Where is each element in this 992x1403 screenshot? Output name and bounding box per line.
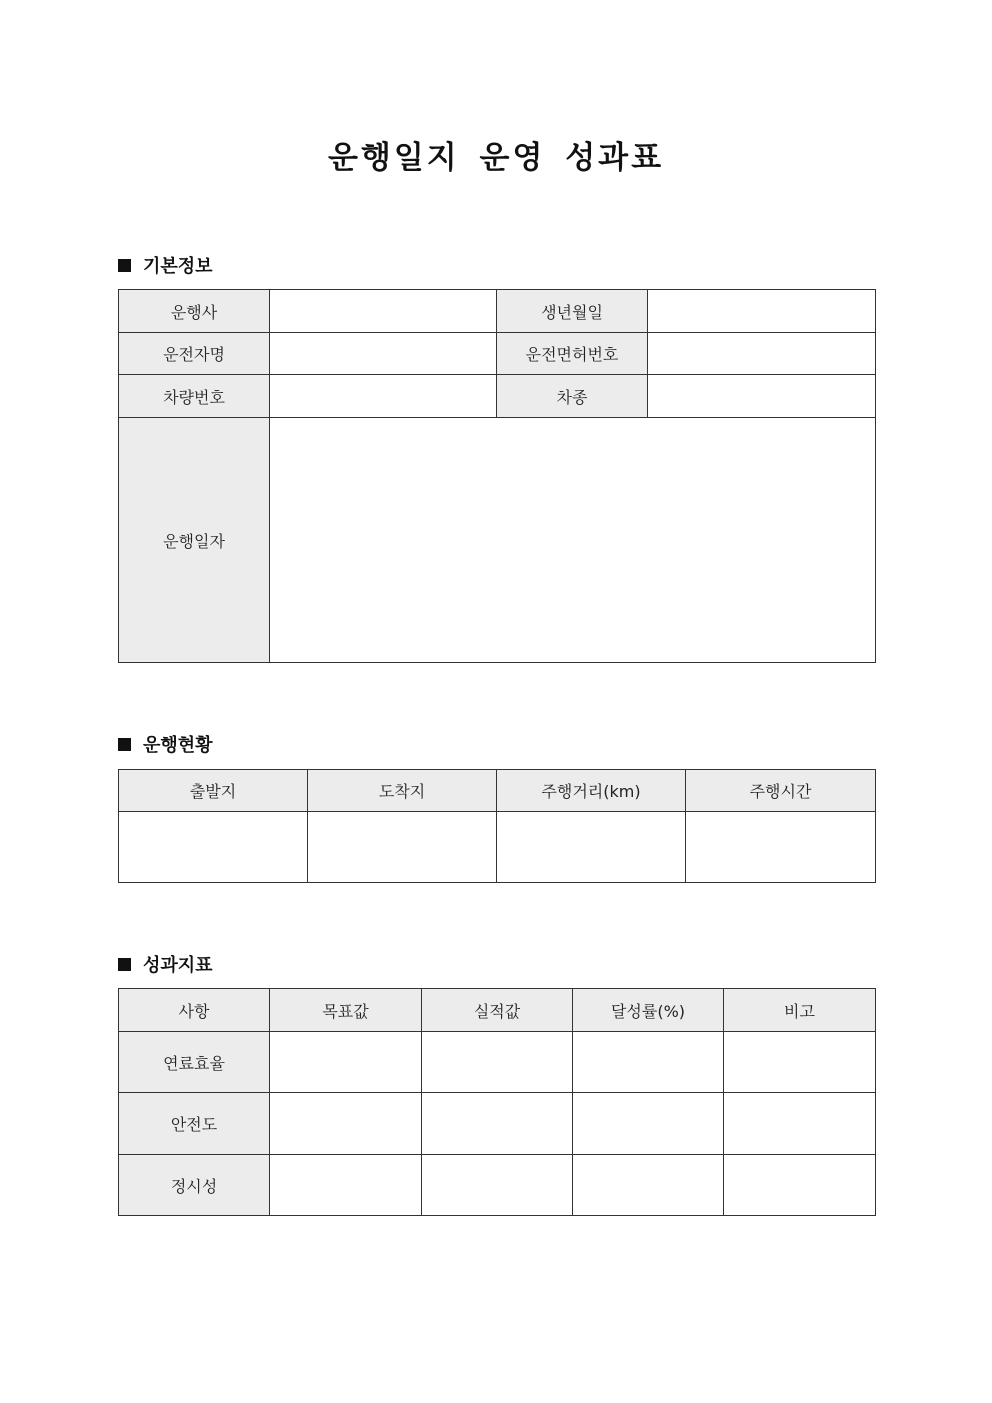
operation-status-heading-text: 운행현황 xyxy=(143,735,213,756)
arrival-field[interactable] xyxy=(308,812,497,883)
table-row xyxy=(119,290,876,333)
table-header-row xyxy=(119,989,876,1032)
birthdate-label: 생년월일 xyxy=(497,290,648,333)
operation-status-table xyxy=(118,769,876,883)
operation-date-field[interactable] xyxy=(270,418,876,663)
operation-status-heading xyxy=(118,732,213,756)
departure-field[interactable] xyxy=(119,812,308,883)
birthdate-field[interactable] xyxy=(648,290,876,333)
distance-header: 주행거리(km) xyxy=(497,770,686,812)
safety-rate-field[interactable] xyxy=(573,1093,724,1155)
drive-time-field[interactable] xyxy=(686,812,876,883)
fuel-efficiency-note-field[interactable] xyxy=(724,1032,876,1093)
safety-note-field[interactable] xyxy=(724,1093,876,1155)
safety-target-field[interactable] xyxy=(270,1093,422,1155)
note-header: 비고 xyxy=(724,989,876,1032)
vehicle-type-field[interactable] xyxy=(648,375,876,418)
departure-header: 출발지 xyxy=(119,770,308,812)
fuel-efficiency-rate-field[interactable] xyxy=(573,1032,724,1093)
performance-table xyxy=(118,988,876,1216)
operator-label: 운행사 xyxy=(119,290,270,333)
fuel-efficiency-actual-field[interactable] xyxy=(422,1032,573,1093)
vehicle-type-label: 차종 xyxy=(497,375,648,418)
fuel-efficiency-label: 연료효율 xyxy=(119,1032,270,1093)
table-row xyxy=(119,1155,876,1216)
actual-header: 실적값 xyxy=(422,989,573,1032)
punctuality-note-field[interactable] xyxy=(724,1155,876,1216)
table-row xyxy=(119,812,876,883)
table-row xyxy=(119,375,876,418)
performance-heading xyxy=(118,952,213,976)
safety-label: 안전도 xyxy=(119,1093,270,1155)
square-bullet-icon xyxy=(118,958,131,971)
operation-date-label: 운행일자 xyxy=(119,418,270,663)
drive-time-header: 주행시간 xyxy=(686,770,876,812)
table-row xyxy=(119,418,876,663)
punctuality-target-field[interactable] xyxy=(270,1155,422,1216)
performance-heading-text: 성과지표 xyxy=(143,955,213,976)
page-title: 운행일지 운영 성과표 xyxy=(327,140,665,176)
license-number-field[interactable] xyxy=(648,333,876,375)
basic-info-table xyxy=(118,289,876,663)
arrival-header: 도착지 xyxy=(308,770,497,812)
target-header: 목표값 xyxy=(270,989,422,1032)
rate-header: 달성률(%) xyxy=(573,989,724,1032)
punctuality-rate-field[interactable] xyxy=(573,1155,724,1216)
license-number-label: 운전면허번호 xyxy=(497,333,648,375)
square-bullet-icon xyxy=(118,259,131,272)
fuel-efficiency-target-field[interactable] xyxy=(270,1032,422,1093)
operator-field[interactable] xyxy=(270,290,497,333)
item-header: 사항 xyxy=(119,989,270,1032)
basic-info-heading-text: 기본정보 xyxy=(143,256,213,277)
table-row xyxy=(119,1093,876,1155)
vehicle-number-label: 차량번호 xyxy=(119,375,270,418)
vehicle-number-field[interactable] xyxy=(270,375,497,418)
table-row xyxy=(119,1032,876,1093)
distance-field[interactable] xyxy=(497,812,686,883)
table-row xyxy=(119,333,876,375)
safety-actual-field[interactable] xyxy=(422,1093,573,1155)
punctuality-label: 정시성 xyxy=(119,1155,270,1216)
punctuality-actual-field[interactable] xyxy=(422,1155,573,1216)
table-header-row xyxy=(119,770,876,812)
driver-name-field[interactable] xyxy=(270,333,497,375)
driver-name-label: 운전자명 xyxy=(119,333,270,375)
basic-info-heading xyxy=(118,253,213,277)
square-bullet-icon xyxy=(118,738,131,751)
